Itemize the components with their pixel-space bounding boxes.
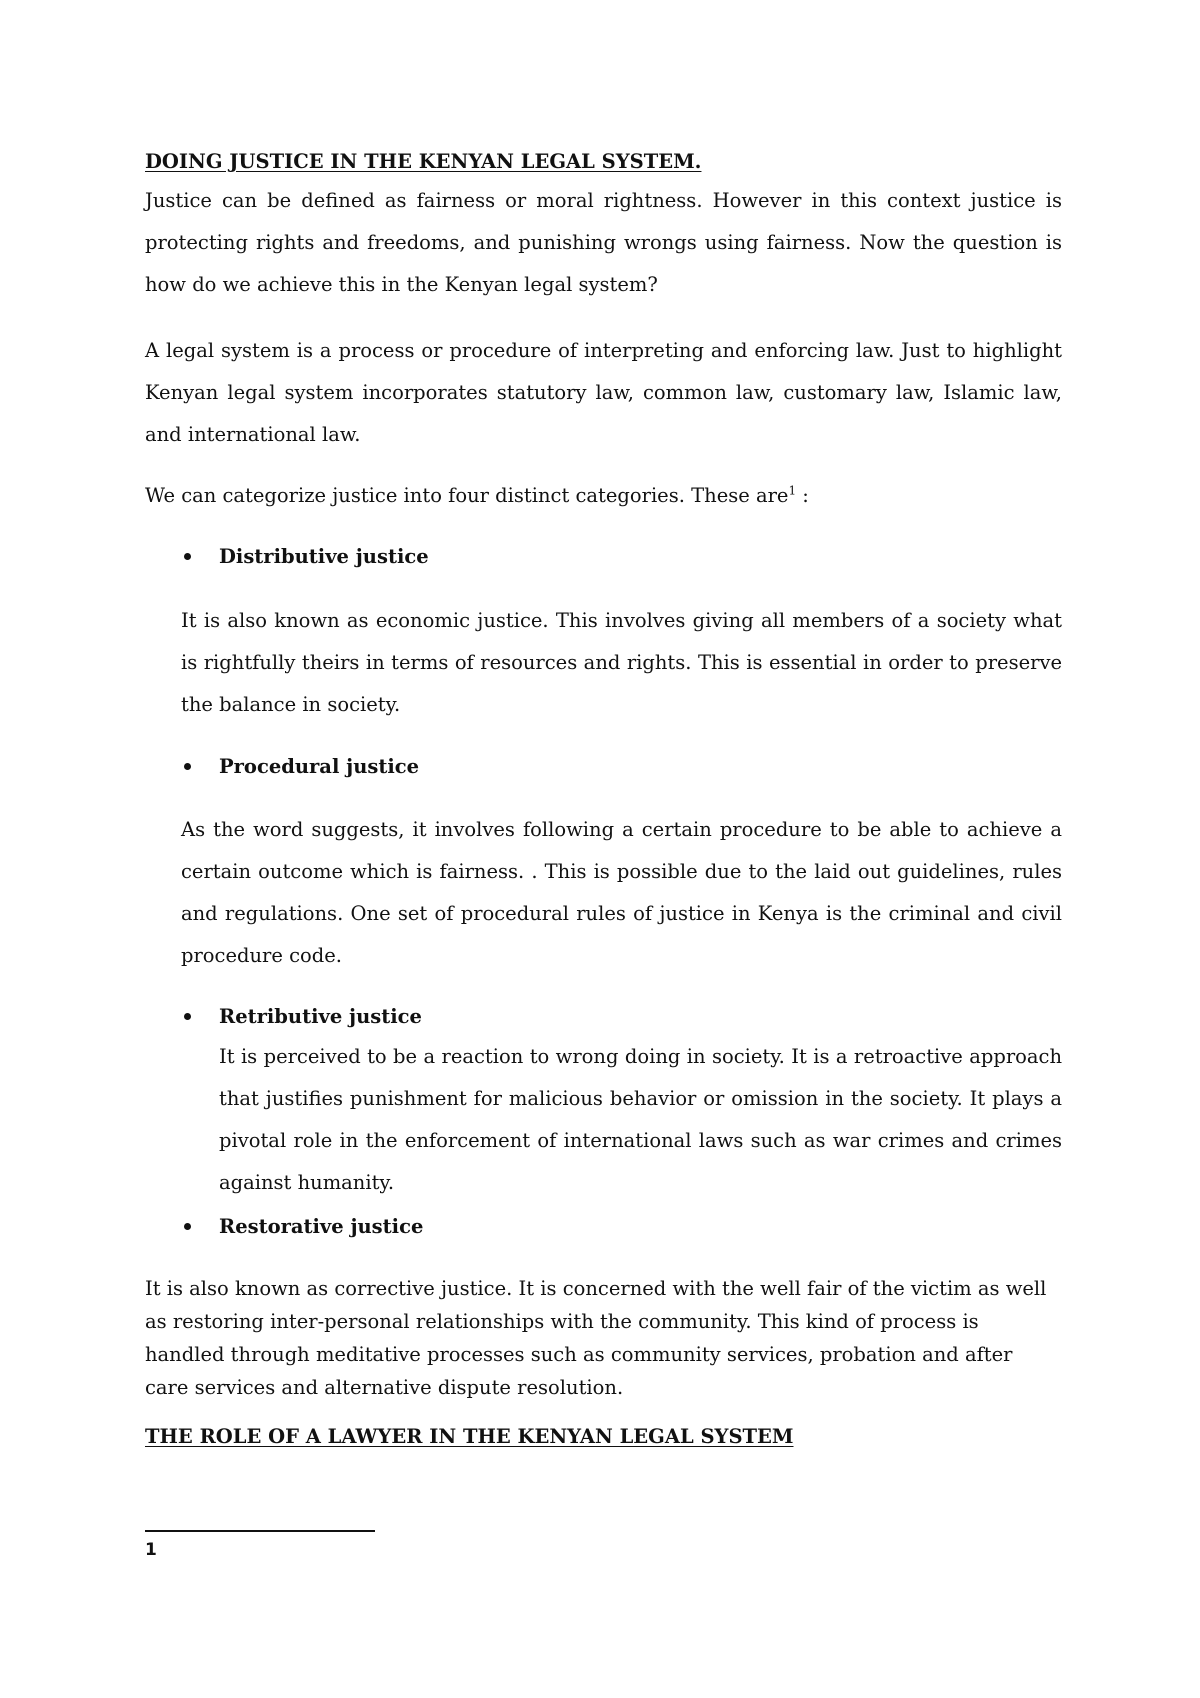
footnote-reference[interactable]: 1 [788, 483, 797, 498]
categorize-tail: : [796, 484, 809, 507]
categorize-text: We can categorize justice into four distinct categories. These are [145, 484, 789, 507]
category-text-restorative: It is also known as corrective justice. It is concerned with the well fair of the victim as well as restoring inter-personal relationships with the community. This kind of process is handled through meditative processes such as community services, probation and after care services and alternative dispute resolution. [145, 1277, 1047, 1399]
category-label-procedural: Procedural justice [219, 755, 420, 778]
footnote-separator [145, 1530, 375, 1532]
bullet-point [184, 1223, 191, 1230]
category-text-retributive: It is perceived to be a reaction to wrong doing in society. It is a retroactive approach that justifies punishment for malicious behavior or omission in the society. It plays a pivotal role in the enforcement of international laws such as war crimes and crimes against humanity. [219, 1045, 1062, 1194]
section-heading: THE ROLE OF A LAWYER IN THE KENYAN LEGAL SYSTEM [145, 1425, 794, 1448]
legal-system-paragraph: A legal system is a process or procedure of interpreting and enforcing law. Just to highlight Kenyan legal system incorporates statutory law, common law, customary law, Islamic law, and international law. [145, 339, 1062, 446]
category-label-retributive: Retributive justice [219, 1005, 422, 1028]
category-label-distributive: Distributive justice [219, 545, 429, 568]
category-label-restorative: Restorative justice [219, 1215, 424, 1238]
bullet-point [184, 763, 191, 770]
intro-paragraph: Justice can be defined as fairness or moral rightness. However in this context justice is protecting rights and freedoms, and punishing wrongs using fairness. Now the question is how do we achieve this in the Kenyan legal system? [145, 189, 1062, 296]
document-title: DOING JUSTICE IN THE KENYAN LEGAL SYSTEM. [145, 150, 702, 173]
footnote-number: 1 [145, 1540, 157, 1560]
category-text-distributive: It is also known as economic justice. This involves giving all members of a society what is rightfully theirs in terms of resources and rights. This is essential in order to preserve the balance in society. [181, 609, 1062, 716]
categorize-paragraph [145, 475, 1062, 517]
bullet-point [184, 1013, 191, 1020]
category-text-procedural: As the word suggests, it involves following a certain procedure to be able to achieve a certain outcome which is fairness. . This is possible due to the laid out guidelines, rules and regulations. One set of procedural rules of justice in Kenya is the criminal and civil procedure code. [181, 818, 1062, 967]
bullet-point [184, 553, 191, 560]
